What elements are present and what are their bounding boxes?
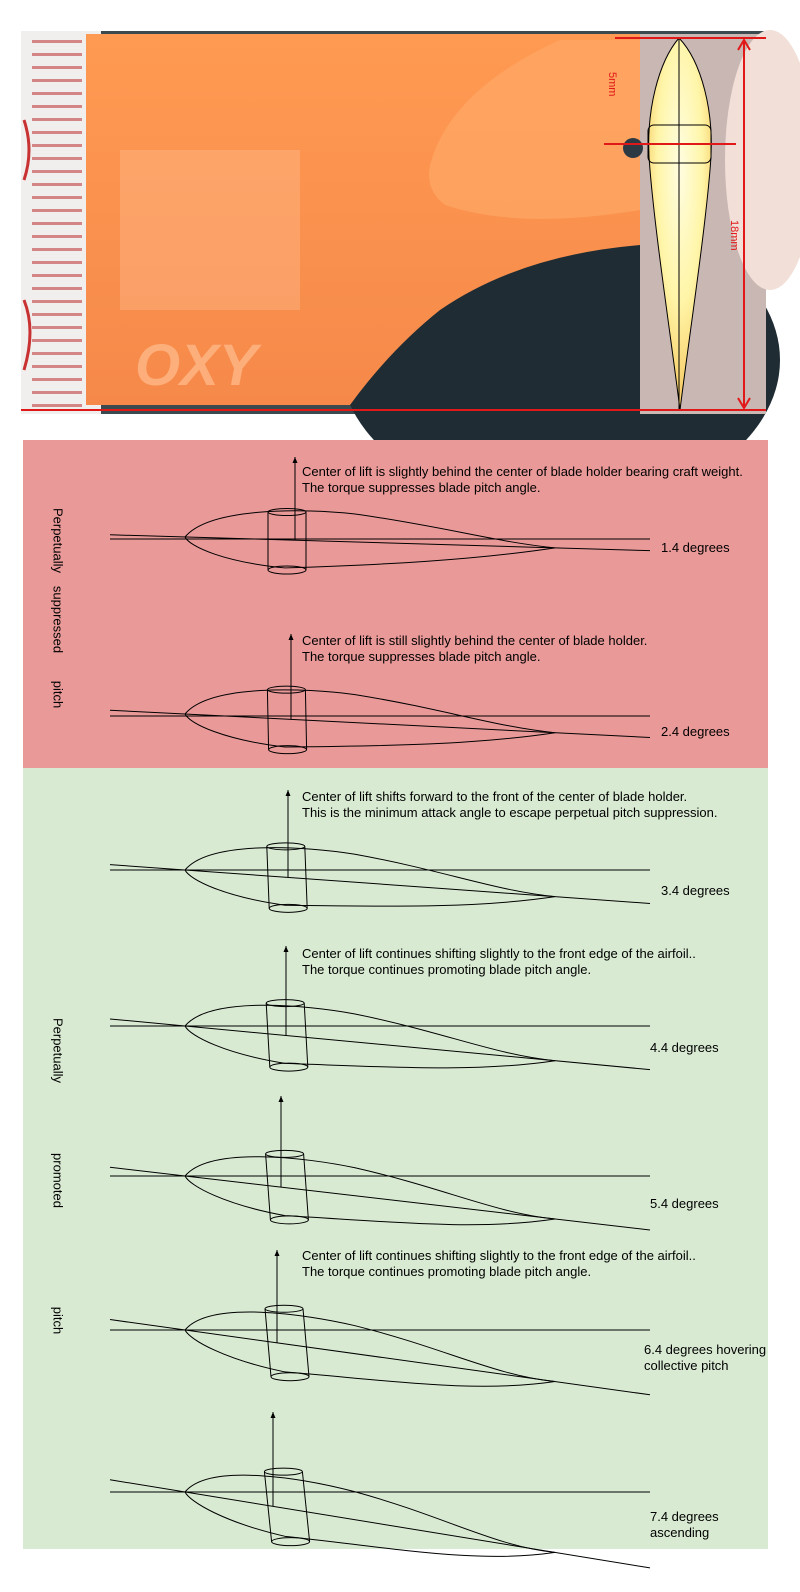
holder-side	[303, 1309, 309, 1377]
airfoil-outline	[185, 1475, 555, 1556]
holder-top	[264, 1468, 302, 1475]
airfoil-outline	[185, 1157, 555, 1225]
arrow-up-icon	[286, 790, 291, 796]
arrow-up-icon	[293, 457, 298, 463]
holder-bottom	[270, 1063, 308, 1071]
description-text: Center of lift is still slightly behind the center of blade holder. The torque suppresses blade pitch angle.	[302, 633, 648, 664]
holder-bottom	[268, 566, 306, 574]
holder-side	[265, 1309, 271, 1377]
chord-line	[110, 1167, 650, 1230]
description-text: Center of lift is slightly behind the center of blade holder bearing craft weight. The torque suppresses blade pitch angle.	[302, 464, 743, 495]
holder-top	[266, 1150, 304, 1157]
angle-label: 4.4 degrees	[650, 1040, 719, 1055]
description-text: Center of lift continues shifting slightly to the front edge of the airfoil.. The torque continues promoting blade pitch angle.	[302, 946, 696, 977]
angle-label: 1.4 degrees	[661, 540, 730, 555]
side-label: Perpetually	[50, 1017, 66, 1084]
chord-line	[110, 1480, 650, 1568]
airfoil-outline	[185, 690, 555, 747]
side-label: Perpetually	[50, 507, 66, 574]
description-text: Center of lift continues shifting slightly to the front edge of the airfoil.. The torque continues promoting blade pitch angle.	[302, 1248, 696, 1279]
holder-side	[266, 1003, 270, 1067]
holder-side	[304, 1154, 309, 1220]
holder-bottom	[271, 1373, 309, 1381]
chord-line	[110, 1320, 650, 1395]
holder-top	[268, 508, 306, 515]
description-text: Center of lift shifts forward to the front of the center of blade holder. This is the minimum attack angle to escape perpetual pitch suppression.	[302, 789, 718, 820]
holder-bottom	[272, 1538, 310, 1546]
holder-side	[267, 846, 269, 908]
holder-side	[305, 846, 307, 908]
angle-label: 6.4 degrees hovering collective pitch	[644, 1342, 767, 1373]
arrow-up-icon	[275, 1250, 280, 1256]
angle-label: 7.4 degrees ascending	[650, 1509, 719, 1540]
arrow-up-icon	[271, 1412, 276, 1418]
arrow-up-icon	[279, 1096, 284, 1102]
holder-bottom	[270, 1216, 308, 1224]
angle-label: 3.4 degrees	[661, 883, 730, 898]
chord-label: 18mm	[728, 220, 740, 251]
angle-label: 2.4 degrees	[661, 724, 730, 739]
airfoil-outline	[185, 848, 555, 907]
side-label: promoted	[50, 1153, 66, 1208]
holder-side	[266, 1154, 271, 1220]
chord-line	[110, 710, 650, 737]
holder-side	[267, 690, 268, 750]
arrow-up-icon	[289, 634, 294, 640]
side-label: suppressed	[50, 585, 66, 654]
holder-side	[302, 1472, 309, 1542]
airfoil-outline	[185, 1312, 555, 1386]
airfoil-outline	[185, 1005, 555, 1068]
side-label: pitch	[50, 680, 66, 709]
holder-side	[305, 690, 306, 750]
side-label: pitch	[50, 1306, 66, 1335]
blade-logo: OXY	[135, 333, 258, 398]
chord-line	[110, 1019, 650, 1070]
angle-label: 5.4 degrees	[650, 1196, 719, 1211]
thickness-label: 5mm	[606, 72, 618, 97]
holder-top	[267, 843, 305, 850]
holder-top	[265, 1305, 303, 1312]
holder-side	[304, 1003, 308, 1067]
arrow-up-icon	[284, 946, 289, 952]
